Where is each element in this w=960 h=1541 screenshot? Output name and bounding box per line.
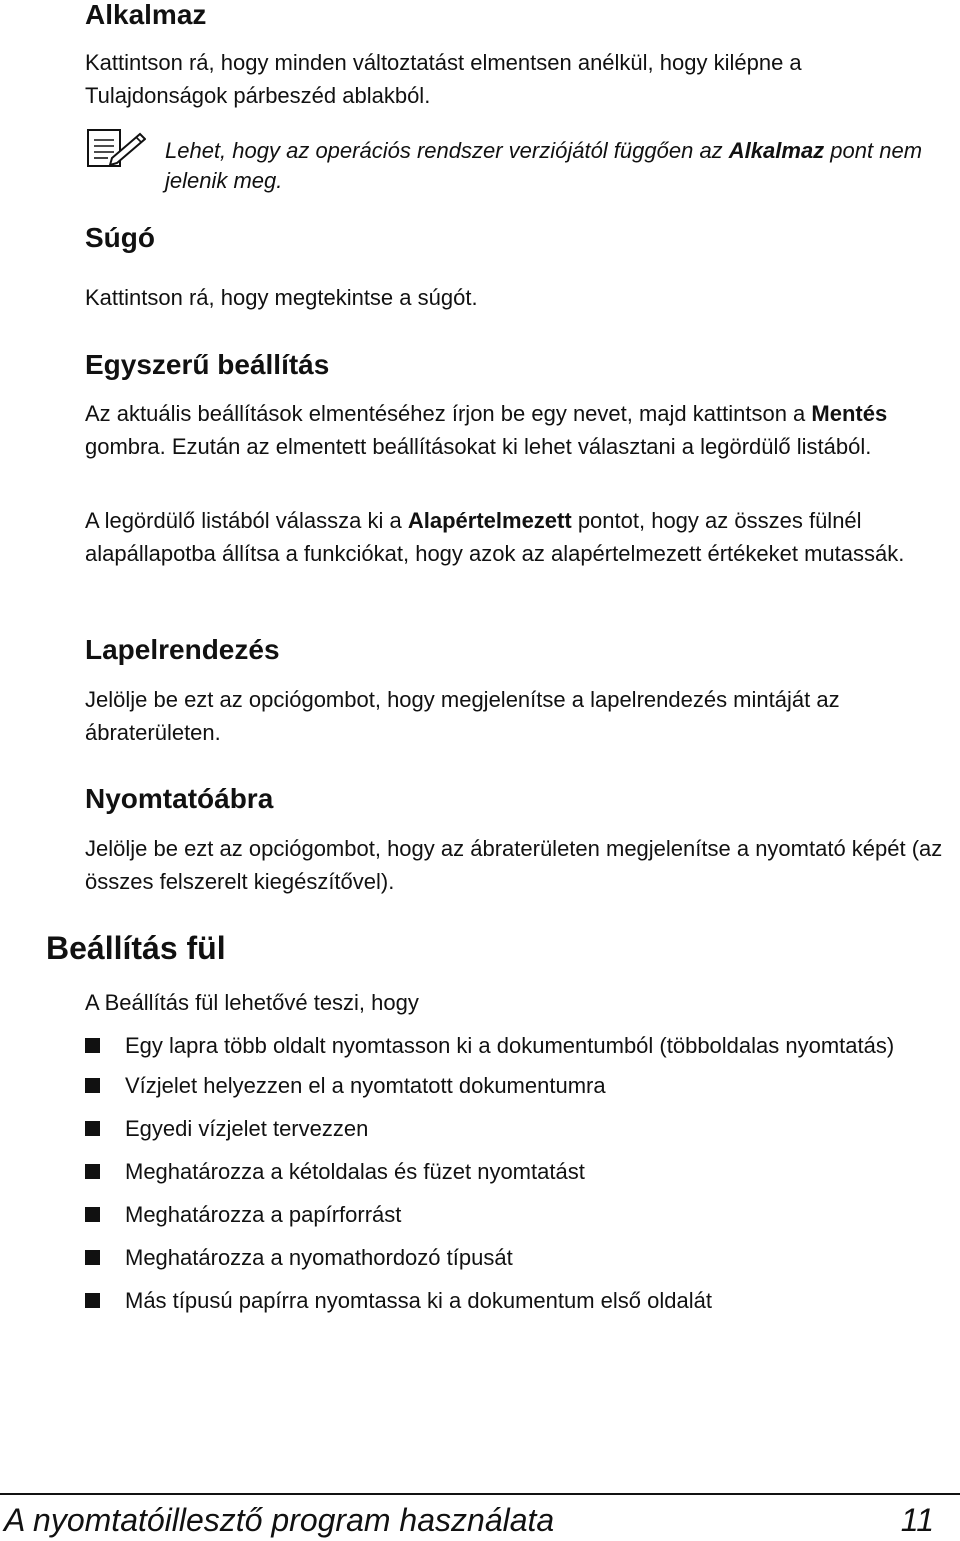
note-pencil-icon [86, 124, 146, 168]
egyszeru-paragraph-1: Az aktuális beállítások elmentéséhez írjon be egy nevet, majd kattintson a Mentés gombra. Ezután az elmentett beállításokat ki lehet választani a legördülő listából. [85, 401, 888, 459]
heading-sugo: Súgó [85, 222, 155, 253]
list-item: Egy lapra több oldalt nyomtasson ki a dokumentumból (többoldalas nyomtatás) [85, 1029, 945, 1062]
note-bold-alkalmaz: Alkalmaz [728, 138, 825, 163]
egyszeru-paragraph-2: A legördülő listából válassza ki a Alapértelmezett pontot, hogy az összes fülnél alapállapotba állítsa a funkciókat, hogy azok az alapértelmezett értékeket mutassák. [85, 508, 905, 566]
bullet-square-icon [85, 1164, 100, 1179]
note-text: Lehet, hogy az operációs rendszer verziójától függően az Alkalmaz pont nem jelenik meg. [165, 138, 923, 193]
heading-beallitas-ful: Beállítás fül [46, 930, 226, 966]
heading-egyszeru-beallitas: Egyszerű beállítás [85, 349, 330, 380]
bullet-square-icon [85, 1121, 100, 1136]
list-item: Meghatározza a kétoldalas és füzet nyomtatást [85, 1155, 945, 1188]
footer-rule [0, 1493, 960, 1495]
bold-alapertelmezett: Alapértelmezett [407, 508, 572, 533]
list-item: Egyedi vízjelet tervezzen [85, 1112, 945, 1145]
heading-lapelrendezes: Lapelrendezés [85, 634, 280, 665]
nyomtatoabra-text: Jelölje be ezt az opciógombot, hogy az ábraterületen megjelenítse a nyomtató képét (az összes felszerelt kiegészítővel). [85, 836, 943, 894]
sugo-text: Kattintson rá, hogy megtekintse a súgót. [85, 285, 478, 310]
heading-nyomtatoabra: Nyomtatóábra [85, 783, 274, 814]
bullet-square-icon [85, 1250, 100, 1265]
list-item: Meghatározza a papírforrást [85, 1198, 945, 1231]
bullet-square-icon [85, 1078, 100, 1093]
list-item: Más típusú papírra nyomtassa ki a dokumentum első oldalát [85, 1284, 945, 1317]
bullet-square-icon [85, 1038, 100, 1053]
bold-mentes: Mentés [811, 401, 888, 426]
beallitas-ful-list [85, 1029, 945, 1317]
alkalmaz-text: Kattintson rá, hogy minden változtatást elmentsen anélkül, hogy kilépne a Tulajdonságok párbeszéd ablakból. [85, 50, 802, 108]
footer-title: A nyomtatóillesztő program használata [4, 1502, 555, 1538]
beallitas-ful-intro: A Beállítás fül lehetővé teszi, hogy [85, 990, 419, 1015]
list-item: Vízjelet helyezzen el a nyomtatott dokumentumra [85, 1069, 945, 1102]
heading-alkalmaz: Alkalmaz [85, 0, 207, 30]
bullet-square-icon [85, 1207, 100, 1222]
page-number: 11 [900, 1502, 934, 1538]
list-item: Meghatározza a nyomathordozó típusát [85, 1241, 945, 1274]
lapelrendezes-text: Jelölje be ezt az opciógombot, hogy megjelenítse a lapelrendezés mintáját az ábraterületen. [85, 687, 840, 745]
bullet-square-icon [85, 1293, 100, 1308]
